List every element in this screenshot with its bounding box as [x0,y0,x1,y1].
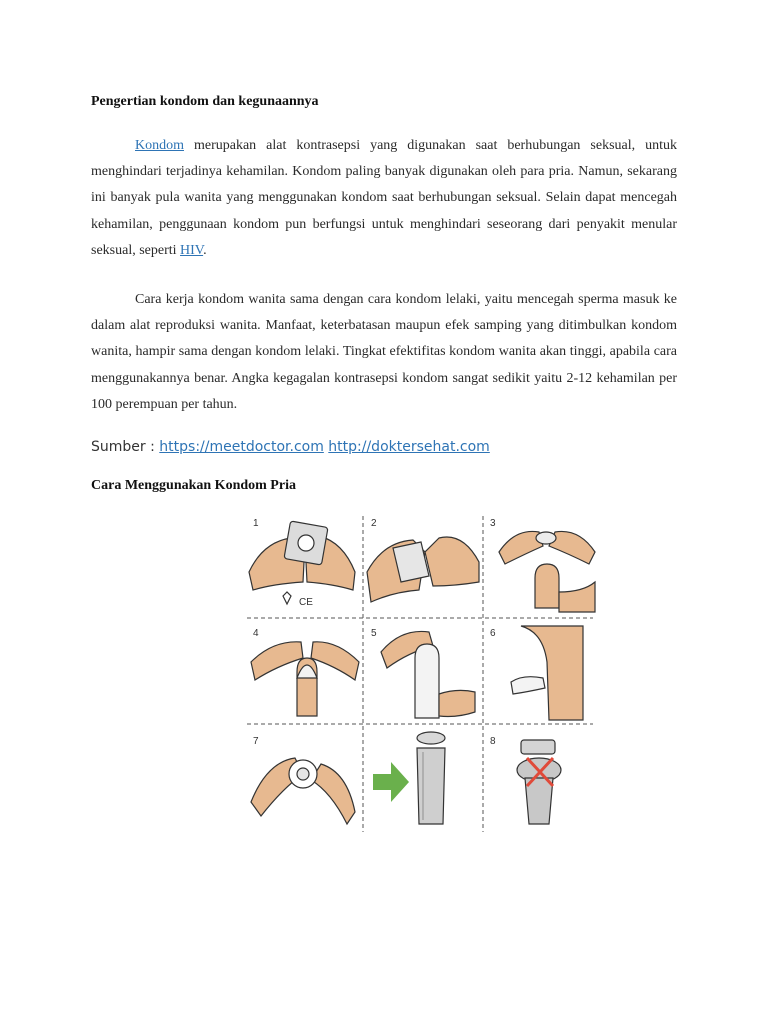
link-meetdoctor[interactable]: https://meetdoctor.com [159,439,324,455]
paragraph-definition-end: . [203,242,207,258]
step-number-4: 4 [253,628,259,639]
paragraph-function: Cara kerja kondom wanita sama dengan cara kondom lelaki, yaitu mencegah sperma masuk ke dalam alat reproduksi wanita. Manfaat, keterbatasan maupun efek samping yang ditimbulkan kondom wanita, hampir sama dengan kondom lelaki. Tingkat efektifitas kondom wanita akan tinggi, apabila cara menggunakannya benar. Angka kegagalan kontrasepsi kondom sangat sedikit yaitu 2-12 kehamilan per 100 perempuan per tahun. [91,292,677,412]
link-doktersehat[interactable]: http://doktersehat.com [328,439,490,455]
ce-mark: CE [299,597,313,608]
paragraph-definition-text: merupakan alat kontrasepsi yang digunakan saat berhubungan seksual, untuk menghindari terjadinya kehamilan. Kondom paling banyak digunakan oleh para pria. Namun, sekarang ini banyak pula wanita yang menggunakan kondom saat berhubungan seksual. Selain dapat mencegah kehamilan, penggunaan kondom pun berfungsi untuk menghindari seseorang dari penyakit menular seksual, seperti [91,138,677,258]
panel-4-roll-on-icon [251,642,359,716]
step-number-2: 2 [371,518,377,529]
trash-bin-icon [417,732,445,824]
panel-7-wrap-tissue-icon [251,758,355,824]
heading-pengertian: Pengertian kondom dan kegunaannya [91,94,319,109]
step-number-5: 5 [371,628,377,639]
panel-3-pinch-tip-icon [499,531,595,612]
step-number-3: 3 [490,518,496,529]
condom-usage-illustration [243,512,597,836]
paragraph-definition [91,133,677,264]
step-number-1: 1 [253,518,259,529]
link-kondom[interactable]: Kondom [135,138,184,153]
step-number-6: 6 [490,628,496,639]
link-hiv[interactable]: HIV [180,242,204,258]
panel-6-withdraw-icon [511,626,583,720]
arrow-right-icon [373,762,409,802]
panel-1-hands-packet-icon [249,521,355,608]
toilet-no-flush-icon [517,740,561,824]
source-label: Sumber : [91,439,160,455]
heading-cara-menggunakan: Cara Menggunakan Kondom Pria [91,478,296,493]
step-number-8: 8 [490,736,496,747]
panel-5-unrolled-icon [381,631,475,718]
source-line [91,439,490,455]
step-number-7: 7 [253,736,259,747]
panel-2-open-packet-icon [367,537,479,602]
